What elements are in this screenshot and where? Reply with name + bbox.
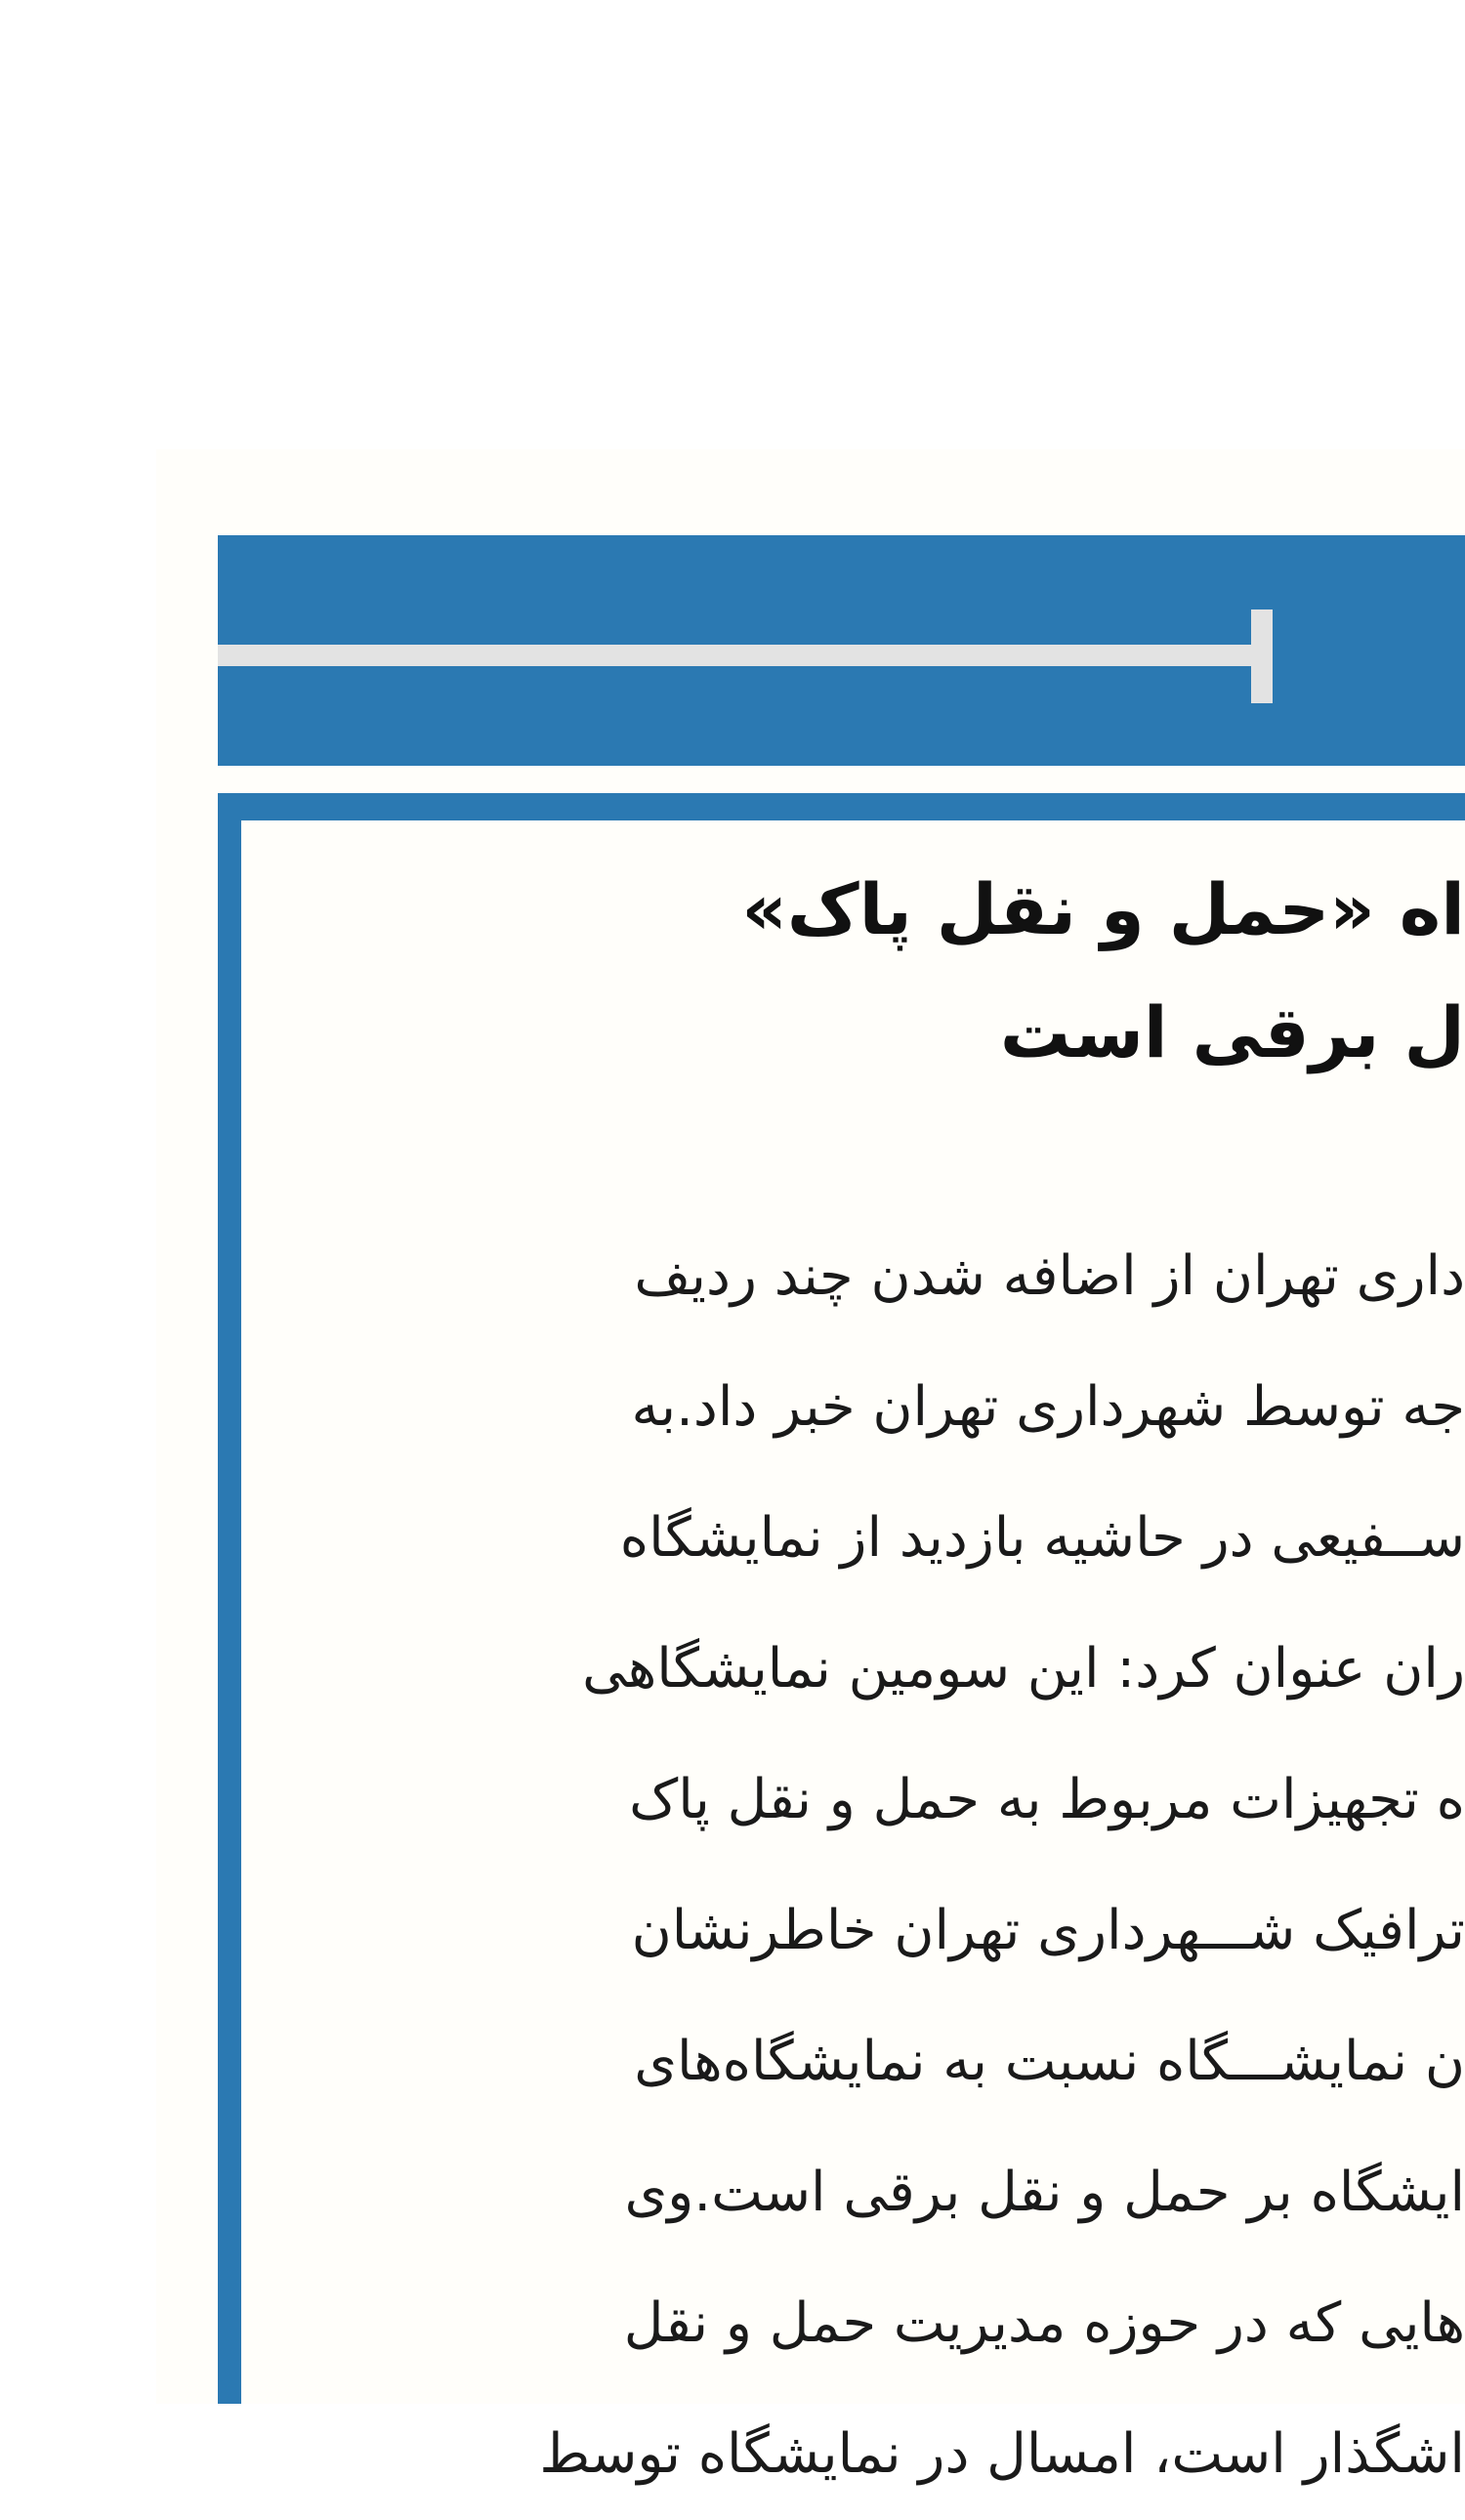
article-headline bbox=[0, 820, 1465, 1094]
header-divider-rule bbox=[218, 645, 1255, 666]
section-header-band bbox=[218, 535, 1465, 766]
body-line: هایی که در حوزه مدیریت حمل و نقل bbox=[623, 2291, 1465, 2355]
body-line: جه توسط شهرداری تهران خبر داد.به bbox=[631, 1375, 1465, 1439]
header-divider-tick bbox=[1251, 609, 1273, 703]
body-line: ســفیعی در حاشیه بازدید از نمایشگاه bbox=[619, 1506, 1465, 1570]
body-line: ران عنوان کرد: این سومین نمایشگاهی bbox=[582, 1637, 1465, 1701]
body-line: ایشگاه بر حمل و نقل برقی است.وی bbox=[624, 2161, 1465, 2224]
article-body bbox=[0, 1211, 1465, 2520]
body-line: ترافیک شـــهرداری تهران خاطرنشان bbox=[631, 1899, 1465, 1962]
body-line: اشگذار است، امسال در نمایشگاه توسط bbox=[539, 2422, 1465, 2486]
headline-line: اه «حمل و نقل پاک» bbox=[741, 868, 1465, 950]
body-line: داری تهران از اضافه شدن چند ردیف bbox=[634, 1244, 1465, 1308]
article-box bbox=[218, 793, 1465, 2486]
headline-line: ل برقی است bbox=[999, 991, 1465, 1073]
article-content bbox=[241, 820, 1465, 2486]
body-line: ه تجهیزات مربوط به حمل و نقل پاک bbox=[629, 1768, 1465, 1831]
body-line: ن نمایشـــگاه نسبت به نمایشگاه‌های bbox=[634, 2030, 1465, 2093]
